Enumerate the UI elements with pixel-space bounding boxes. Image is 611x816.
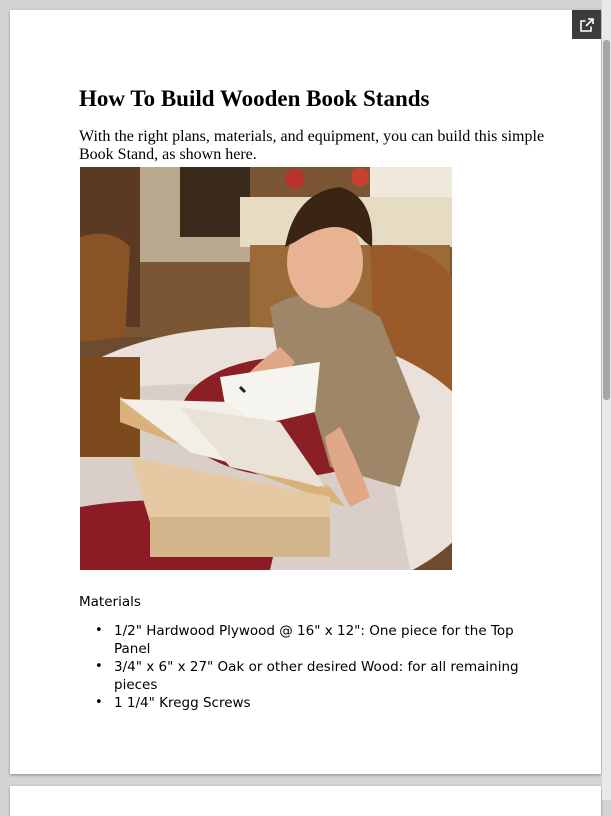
- book-stand-photo: [80, 167, 452, 570]
- materials-list: [95, 622, 545, 712]
- page-title: How To Build Wooden Book Stands: [79, 86, 430, 111]
- list-item: • 3/4" x 6" x 27" Oak or other desired Wood: for all remaining pieces: [95, 658, 545, 694]
- materials-heading: Materials: [79, 594, 141, 610]
- popout-button[interactable]: [572, 10, 601, 39]
- document-page: [10, 10, 601, 774]
- external-link-icon: [579, 17, 595, 33]
- list-item: • 1 1/4" Kregg Screws: [95, 694, 545, 712]
- intro-paragraph: With the right plans, materials, and equipment, you can build this simple Book Stand, as shown here.: [79, 128, 545, 163]
- next-page: [10, 786, 601, 816]
- vertical-scrollbar[interactable]: [602, 0, 611, 800]
- scrollbar-thumb[interactable]: [603, 40, 610, 400]
- list-item: • 1/2" Hardwood Plywood @ 16" x 12": One piece for the Top Panel: [95, 622, 545, 658]
